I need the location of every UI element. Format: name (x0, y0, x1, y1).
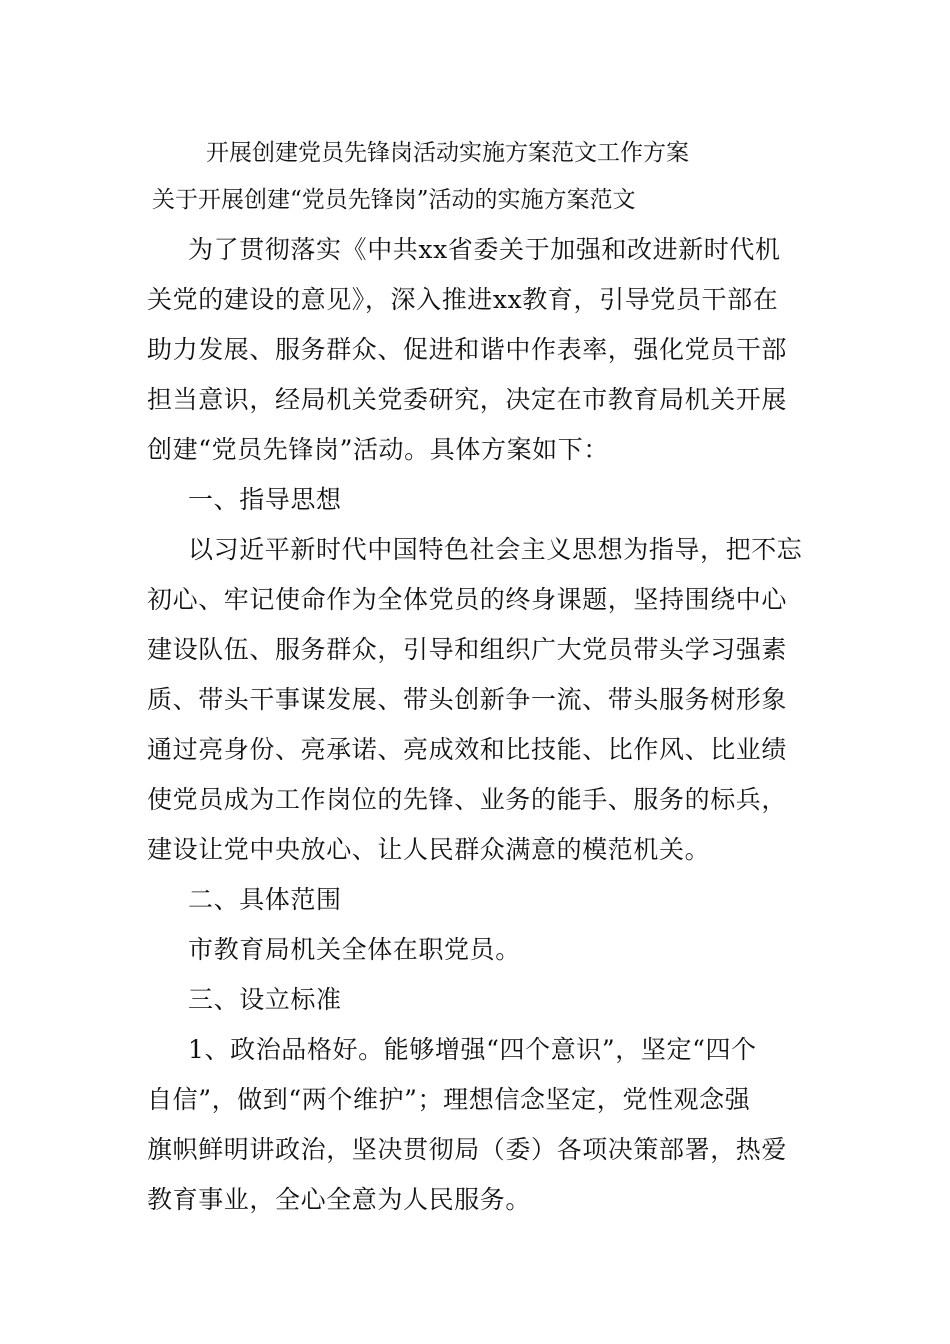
paragraph-line: 初心、牢记使命作为全体党员的终身课题，坚持围绕中心 (147, 585, 788, 614)
paragraph-line: 使党员成为工作岗位的先锋、业务的能手、服务的标兵， (147, 785, 788, 814)
section-heading: 一、指导思想 (188, 485, 342, 514)
paragraph-line: 以习近平新时代中国特色社会主义思想为指导，把不忘 (188, 535, 803, 564)
paragraph-line: 质、带头干事谋发展、带头创新争一流、带头服务树形象 (147, 685, 788, 714)
paragraph-line: 通过亮身份、亮承诺、亮成效和比技能、比作风、比业绩 (147, 735, 788, 764)
section-heading: 三、设立标准 (188, 985, 342, 1014)
paragraph-line: 创建“党员先锋岗”活动。具体方案如下： (147, 435, 609, 464)
paragraph-line: 建设队伍、服务群众，引导和组织广大党员带头学习强素 (147, 635, 788, 664)
paragraph-line: 担当意识，经局机关党委研究，决定在市教育局机关开展 (147, 385, 788, 414)
paragraph-line: 关党的建设的意见》，深入推进xx教育，引导党员干部在 (147, 285, 779, 314)
paragraph-line: 旗帜鲜明讲政治，坚决贯彻局（委）各项决策部署，热爱 (147, 1135, 788, 1164)
paragraph-line: 建设让党中央放心、让人民群众满意的模范机关。 (147, 835, 711, 864)
paragraph-line: 自信”，做到“两个维护”；理想信念坚定，党性观念强 (147, 1085, 751, 1114)
paragraph-line: 助力发展、服务群众、促进和谐中作表率，强化党员干部 (147, 335, 788, 364)
document-subtitle: 关于开展创建“党员先锋岗”活动的实施方案范文 (152, 187, 636, 213)
section-heading: 二、具体范围 (188, 885, 342, 914)
document-title: 开展创建党员先锋岗活动实施方案范文工作方案 (206, 140, 689, 166)
paragraph-line: 为了贯彻落实《中共xx省委关于加强和改进新时代机 (188, 235, 781, 264)
paragraph-line: 市教育局机关全体在职党员。 (188, 935, 521, 964)
paragraph-line: 1、政治品格好。能够增强“四个意识”，坚定“四个 (188, 1035, 757, 1064)
paragraph-line: 教育事业，全心全意为人民服务。 (147, 1185, 532, 1214)
